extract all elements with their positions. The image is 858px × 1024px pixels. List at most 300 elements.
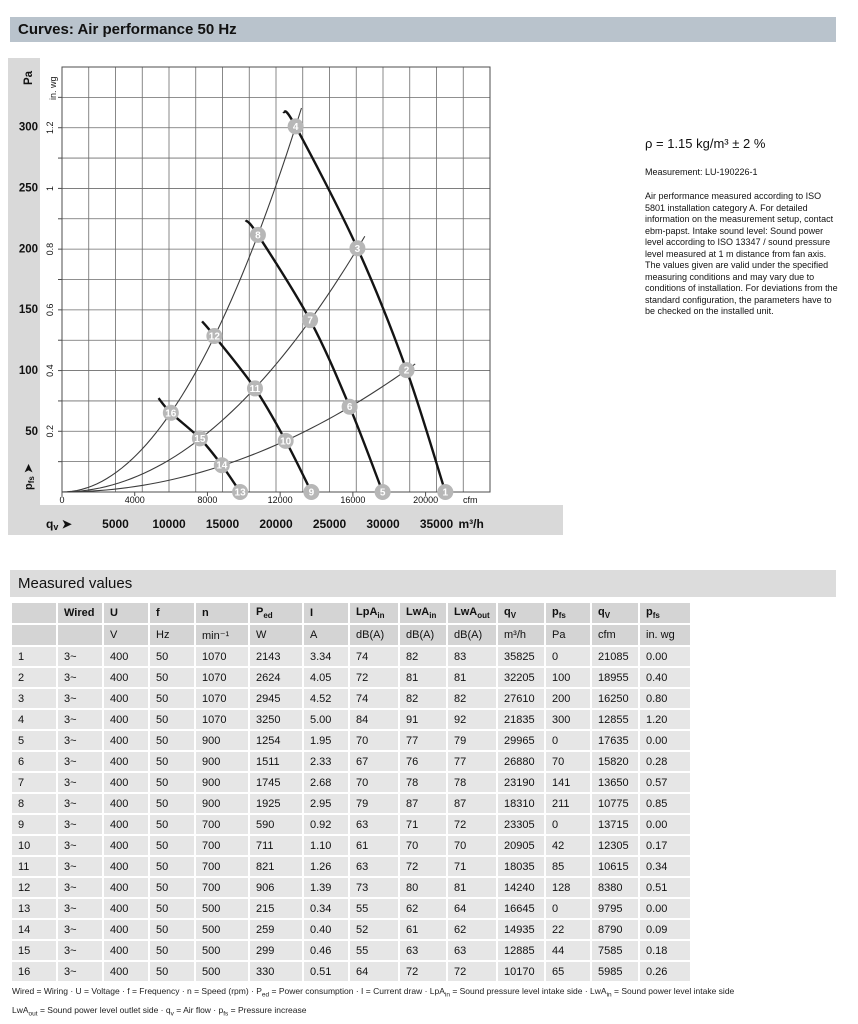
table-cell: 81 — [400, 668, 446, 687]
table-cell: 900 — [196, 731, 248, 750]
column-unit: Pa — [546, 625, 590, 645]
svg-text:30000: 30000 — [366, 517, 400, 531]
svg-text:3: 3 — [354, 243, 361, 255]
table-cell: 900 — [196, 773, 248, 792]
table-cell: 13715 — [592, 815, 638, 834]
table-cell: 71 — [448, 857, 496, 876]
system-resistance-curves — [62, 108, 415, 492]
svg-text:9: 9 — [308, 487, 315, 499]
column-header: $p_{fs}$ — [640, 603, 690, 623]
table-cell: 0.34 — [304, 899, 348, 918]
table-cell: 0 — [546, 899, 590, 918]
svg-text:12000: 12000 — [267, 495, 293, 505]
svg-text:10000: 10000 — [152, 517, 186, 531]
column-header: n — [196, 603, 248, 623]
table-cell: 50 — [150, 752, 194, 771]
table-cell: 10775 — [592, 794, 638, 813]
table-cell: 14935 — [498, 920, 544, 939]
table-cell: 0.00 — [640, 899, 690, 918]
table-cell: 0.17 — [640, 836, 690, 855]
table-cell: 50 — [150, 857, 194, 876]
table-cell: 14 — [12, 920, 56, 939]
table-cell: 700 — [196, 857, 248, 876]
table-cell: 2 — [12, 668, 56, 687]
table-cell: 3~ — [58, 794, 102, 813]
svg-text:13: 13 — [234, 487, 246, 499]
table-cell: 62 — [448, 920, 496, 939]
column-header: $P_{ed}$ — [250, 603, 302, 623]
svg-text:8: 8 — [255, 230, 261, 242]
table-cell: 0.26 — [640, 962, 690, 981]
table-cell: 400 — [104, 899, 148, 918]
operating-point-marker — [214, 457, 230, 473]
table-cell: 50 — [150, 836, 194, 855]
svg-text:6: 6 — [346, 402, 353, 414]
iso-measurement-note: Air performance measured according to ISO 5801 installation category A. For detailed information on the measurement setup, contact ebm-papst. Intake sound level: Sound power level according to ISO 13347 / sound pressure level measured at 1 m distance from fan axis. The values given are valid under the specified measuring conditions and may vary due to conditions of installation. For deviations from the standard configuration, the parameters have to be checked on the installed unit. — [645, 191, 838, 316]
operating-point-marker — [206, 328, 222, 344]
table-cell: 42 — [546, 836, 590, 855]
table-cell: 76 — [400, 752, 446, 771]
table-cell: 92 — [448, 710, 496, 729]
svg-text:Pa: Pa — [23, 70, 35, 85]
operating-point-marker — [437, 484, 453, 500]
table-cell: 0 — [546, 647, 590, 666]
svg-text:250: 250 — [18, 182, 38, 195]
operating-point-marker — [303, 484, 319, 500]
table-cell: 1 — [12, 647, 56, 666]
table-cell: 141 — [546, 773, 590, 792]
table-cell: 50 — [150, 878, 194, 897]
table-cell: 500 — [196, 941, 248, 960]
table-cell: 3~ — [58, 752, 102, 771]
table-cell: 65 — [546, 962, 590, 981]
table-cell: 3~ — [58, 815, 102, 834]
table-row — [12, 668, 690, 687]
table-cell: 590 — [250, 815, 302, 834]
table-cell: 500 — [196, 920, 248, 939]
table-cell: 711 — [250, 836, 302, 855]
column-header: U — [104, 603, 148, 623]
table-cell: 10615 — [592, 857, 638, 876]
table-row — [12, 941, 690, 960]
table-cell: 63 — [448, 941, 496, 960]
column-unit: m³/h — [498, 625, 544, 645]
table-cell: 78 — [448, 773, 496, 792]
table-cell: 0.57 — [640, 773, 690, 792]
table-cell: 84 — [350, 710, 398, 729]
table-cell: 500 — [196, 962, 248, 981]
column-header: LpA$_{in}$ — [350, 603, 398, 623]
table-cell: 78 — [400, 773, 446, 792]
table-cell: 400 — [104, 668, 148, 687]
table-body — [12, 647, 690, 981]
column-header: $q_V$ — [592, 603, 638, 623]
svg-text:35000: 35000 — [419, 517, 454, 531]
table-cell: 18955 — [592, 668, 638, 687]
svg-text:in. wg: in. wg — [48, 76, 58, 100]
table-cell: 400 — [104, 815, 148, 834]
air-performance-chart — [8, 58, 580, 538]
table-cell: 400 — [104, 689, 148, 708]
table-cell: 44 — [546, 941, 590, 960]
svg-text:1.2: 1.2 — [45, 121, 55, 134]
air-density-note: ρ = 1.15 kg/m³ ± 2 % — [645, 136, 766, 151]
system-resistance-curve — [62, 108, 301, 492]
table-cell: 1254 — [250, 731, 302, 750]
table-cell: 50 — [150, 710, 194, 729]
table-cell: 50 — [150, 794, 194, 813]
svg-text:16: 16 — [165, 408, 177, 420]
table-header-row — [12, 603, 690, 623]
table-cell: 1.10 — [304, 836, 348, 855]
table-cell: 50 — [150, 647, 194, 666]
table-cell: 72 — [400, 857, 446, 876]
table-cell: 14240 — [498, 878, 544, 897]
operating-point-marker — [375, 484, 391, 500]
table-cell: 0.40 — [304, 920, 348, 939]
operating-point-marker — [192, 430, 208, 446]
table-cell: 64 — [448, 899, 496, 918]
svg-text:150: 150 — [18, 304, 38, 317]
table-cell: 5 — [12, 731, 56, 750]
table-cell: 8790 — [592, 920, 638, 939]
table-cell: 63 — [400, 941, 446, 960]
table-cell: 70 — [448, 836, 496, 855]
svg-text:25000: 25000 — [312, 517, 347, 531]
table-row — [12, 899, 690, 918]
x-axis-cfm-labels — [59, 492, 477, 505]
y-axis-quantity-pfs: pfs ➤ — [23, 463, 36, 490]
table-cell: 1.26 — [304, 857, 348, 876]
svg-text:14: 14 — [216, 460, 228, 472]
table-cell: 79 — [350, 794, 398, 813]
table-cell: 400 — [104, 878, 148, 897]
table-cell: 5985 — [592, 962, 638, 981]
table-row — [12, 815, 690, 834]
table-cell: 1070 — [196, 668, 248, 687]
table-cell: 12885 — [498, 941, 544, 960]
table-cell: 74 — [350, 647, 398, 666]
table-row — [12, 857, 690, 876]
table-cell: 400 — [104, 920, 148, 939]
table-cell: 0 — [546, 815, 590, 834]
svg-text:200: 200 — [18, 243, 38, 256]
table-cell: 700 — [196, 815, 248, 834]
section-title-measured-values: Measured values — [10, 570, 836, 597]
table-row — [12, 836, 690, 855]
svg-text:7: 7 — [307, 315, 313, 327]
table-cell: 6 — [12, 752, 56, 771]
column-header: Wired — [58, 603, 102, 623]
svg-text:5: 5 — [379, 487, 386, 499]
table-cell: 63 — [350, 857, 398, 876]
measured-values-table — [10, 601, 692, 983]
table-cell: 21085 — [592, 647, 638, 666]
svg-text:0.8: 0.8 — [45, 242, 55, 256]
table-cell: 81 — [448, 878, 496, 897]
table-cell: 55 — [350, 899, 398, 918]
table-cell: 82 — [400, 647, 446, 666]
svg-text:20000: 20000 — [413, 495, 439, 505]
y-axis-inwg-labels — [45, 76, 62, 461]
table-cell: 62 — [400, 899, 446, 918]
table-cell: 32205 — [498, 668, 544, 687]
svg-text:100: 100 — [18, 365, 38, 378]
table-cell: 259 — [250, 920, 302, 939]
table-cell: 52 — [350, 920, 398, 939]
table-cell: 4.05 — [304, 668, 348, 687]
table-cell: 400 — [104, 794, 148, 813]
table-cell: 3~ — [58, 773, 102, 792]
svg-text:0.6: 0.6 — [45, 303, 55, 317]
table-cell: 77 — [448, 752, 496, 771]
table-cell: 0.46 — [304, 941, 348, 960]
table-cell: 50 — [150, 920, 194, 939]
column-unit — [58, 625, 102, 645]
table-cell: 35825 — [498, 647, 544, 666]
table-cell: 400 — [104, 731, 148, 750]
table-cell: 9 — [12, 815, 56, 834]
x-axis-quantity-qv: qv ➤ — [46, 517, 72, 532]
table-cell: 3~ — [58, 920, 102, 939]
table-cell: 82 — [400, 689, 446, 708]
column-header: $q_V$ — [498, 603, 544, 623]
table-cell: 8 — [12, 794, 56, 813]
table-cell: 3~ — [58, 962, 102, 981]
table-cell: 0.85 — [640, 794, 690, 813]
table-cell: 15820 — [592, 752, 638, 771]
table-cell: 17635 — [592, 731, 638, 750]
table-cell: 73 — [350, 878, 398, 897]
table-cell: 16250 — [592, 689, 638, 708]
table-cell: 3~ — [58, 836, 102, 855]
table-cell: 200 — [546, 689, 590, 708]
svg-text:10: 10 — [280, 436, 292, 448]
footnote-line: Wired = Wiring · U = Voltage · f = Frequency · n = Speed $(rpm) \cdot P_{ed}$ = Power consumption · I = Current draw · LpA$_{in}$ = Sound pressure level intake side · LwA$_{in}$ = Sound power level intake side — [12, 986, 735, 999]
operating-point-marker — [247, 380, 263, 396]
table-cell: 18035 — [498, 857, 544, 876]
table-cell: 3.34 — [304, 647, 348, 666]
table-cell: 3~ — [58, 899, 102, 918]
column-header: LwA$_{in}$ — [400, 603, 446, 623]
table-cell: 299 — [250, 941, 302, 960]
table-cell: 0.00 — [640, 647, 690, 666]
table-cell: 500 — [196, 899, 248, 918]
svg-text:16000: 16000 — [340, 495, 366, 505]
column-unit: in. wg — [640, 625, 690, 645]
table-cell: 70 — [546, 752, 590, 771]
table-cell: 0.80 — [640, 689, 690, 708]
table-cell: 10170 — [498, 962, 544, 981]
svg-text:2: 2 — [403, 365, 410, 377]
svg-text:1: 1 — [45, 185, 55, 191]
operating-point-marker — [288, 118, 304, 134]
table-cell: 400 — [104, 941, 148, 960]
table-cell: 50 — [150, 899, 194, 918]
table-cell: 211 — [546, 794, 590, 813]
table-cell: 26880 — [498, 752, 544, 771]
table-cell: 77 — [400, 731, 446, 750]
table-cell: 0.09 — [640, 920, 690, 939]
column-unit: V — [104, 625, 148, 645]
table-cell: 1.20 — [640, 710, 690, 729]
svg-text:11: 11 — [249, 383, 261, 395]
table-cell: 1070 — [196, 647, 248, 666]
table-cell: 2143 — [250, 647, 302, 666]
svg-text:5000: 5000 — [102, 517, 129, 531]
table-cell: 3~ — [58, 647, 102, 666]
table-cell: 7 — [12, 773, 56, 792]
table-cell: 18310 — [498, 794, 544, 813]
svg-text:4000: 4000 — [124, 495, 145, 505]
svg-text:m³/h: m³/h — [458, 517, 484, 531]
table-cell: 0.51 — [640, 878, 690, 897]
table-row — [12, 878, 690, 897]
table-cell: 9795 — [592, 899, 638, 918]
table-cell: 72 — [400, 962, 446, 981]
svg-text:15000: 15000 — [205, 517, 240, 531]
table-cell: 3~ — [58, 857, 102, 876]
table-cell: 3~ — [58, 941, 102, 960]
table-cell: 300 — [546, 710, 590, 729]
operating-point-marker — [399, 362, 415, 378]
table-cell: 67 — [350, 752, 398, 771]
svg-text:0: 0 — [59, 495, 65, 505]
table-cell: 61 — [400, 920, 446, 939]
table-cell: 0.51 — [304, 962, 348, 981]
table-cell: 55 — [350, 941, 398, 960]
table-cell: 1511 — [250, 752, 302, 771]
table-cell: 100 — [546, 668, 590, 687]
svg-text:0.2: 0.2 — [45, 425, 55, 438]
table-cell: 900 — [196, 752, 248, 771]
table-cell: 23190 — [498, 773, 544, 792]
table-cell: 0.28 — [640, 752, 690, 771]
table-cell: 27610 — [498, 689, 544, 708]
table-cell: 2.68 — [304, 773, 348, 792]
table-cell: 87 — [400, 794, 446, 813]
table-cell: 87 — [448, 794, 496, 813]
table-cell: 1745 — [250, 773, 302, 792]
svg-text:0.4: 0.4 — [45, 364, 55, 377]
table-cell: 10 — [12, 836, 56, 855]
fan-curve-1070rpm — [283, 111, 445, 492]
table-cell: 0.34 — [640, 857, 690, 876]
table-cell: 82 — [448, 689, 496, 708]
table-cell: 50 — [150, 815, 194, 834]
operating-point-marker — [232, 484, 248, 500]
column-unit: A — [304, 625, 348, 645]
table-cell: 3~ — [58, 668, 102, 687]
table-cell: 13650 — [592, 773, 638, 792]
table-cell: 3~ — [58, 731, 102, 750]
table-cell: 70 — [350, 731, 398, 750]
table-row — [12, 731, 690, 750]
table-cell: 4 — [12, 710, 56, 729]
table-cell: 0.40 — [640, 668, 690, 687]
table-cell: 0.00 — [640, 731, 690, 750]
table-cell: 29965 — [498, 731, 544, 750]
svg-text:4: 4 — [292, 121, 299, 133]
operating-point-marker — [349, 240, 365, 256]
operating-point-marker — [278, 433, 294, 449]
table-cell: 50 — [150, 689, 194, 708]
table-cell: 821 — [250, 857, 302, 876]
svg-text:20000: 20000 — [259, 517, 293, 531]
svg-text:12: 12 — [208, 331, 220, 343]
table-cell: 4.52 — [304, 689, 348, 708]
table-cell: 900 — [196, 794, 248, 813]
table-row — [12, 689, 690, 708]
table-row — [12, 962, 690, 981]
table-footnotes — [12, 984, 838, 1021]
table-cell: 12 — [12, 878, 56, 897]
table-cell: 2.33 — [304, 752, 348, 771]
table-cell: 50 — [150, 941, 194, 960]
table-cell: 50 — [150, 668, 194, 687]
table-cell: 0.00 — [640, 815, 690, 834]
table-cell: 700 — [196, 836, 248, 855]
column-unit: min⁻¹ — [196, 625, 248, 645]
table-cell: 12855 — [592, 710, 638, 729]
table-cell: 81 — [448, 668, 496, 687]
table-cell: 21835 — [498, 710, 544, 729]
operating-point-marker — [302, 312, 318, 328]
table-cell: 71 — [400, 815, 446, 834]
table-row — [12, 773, 690, 792]
svg-text:cfm: cfm — [463, 495, 478, 505]
table-cell: 128 — [546, 878, 590, 897]
svg-text:1: 1 — [442, 487, 449, 499]
table-cell: 72 — [448, 962, 496, 981]
svg-text:8000: 8000 — [197, 495, 218, 505]
table-cell: 7585 — [592, 941, 638, 960]
table-row — [12, 794, 690, 813]
table-cell: 13 — [12, 899, 56, 918]
page-title: Curves: Air performance 50 Hz — [10, 17, 836, 42]
table-cell: 15 — [12, 941, 56, 960]
table-cell: 12305 — [592, 836, 638, 855]
table-cell: 400 — [104, 647, 148, 666]
column-unit: dB(A) — [350, 625, 398, 645]
table-row — [12, 752, 690, 771]
table-cell: 400 — [104, 710, 148, 729]
table-cell: 400 — [104, 836, 148, 855]
column-header: $p_{fs}$ — [546, 603, 590, 623]
column-header: LwA$_{out}$ — [448, 603, 496, 623]
column-unit: dB(A) — [400, 625, 446, 645]
table-cell: 1.95 — [304, 731, 348, 750]
column-header: I — [304, 603, 348, 623]
table-cell: 5.00 — [304, 710, 348, 729]
table-cell: 1925 — [250, 794, 302, 813]
table-cell: 700 — [196, 878, 248, 897]
operating-point-marker — [163, 405, 179, 421]
table-cell: 400 — [104, 773, 148, 792]
table-cell: 61 — [350, 836, 398, 855]
table-row — [12, 647, 690, 666]
column-unit — [12, 625, 56, 645]
table-header — [12, 603, 690, 645]
table-row — [12, 920, 690, 939]
table-cell: 80 — [400, 878, 446, 897]
table-cell: 91 — [400, 710, 446, 729]
table-cell: 2624 — [250, 668, 302, 687]
table-cell: 0 — [546, 731, 590, 750]
svg-text:300: 300 — [18, 121, 38, 134]
table-cell: 23305 — [498, 815, 544, 834]
svg-text:50: 50 — [25, 426, 38, 439]
